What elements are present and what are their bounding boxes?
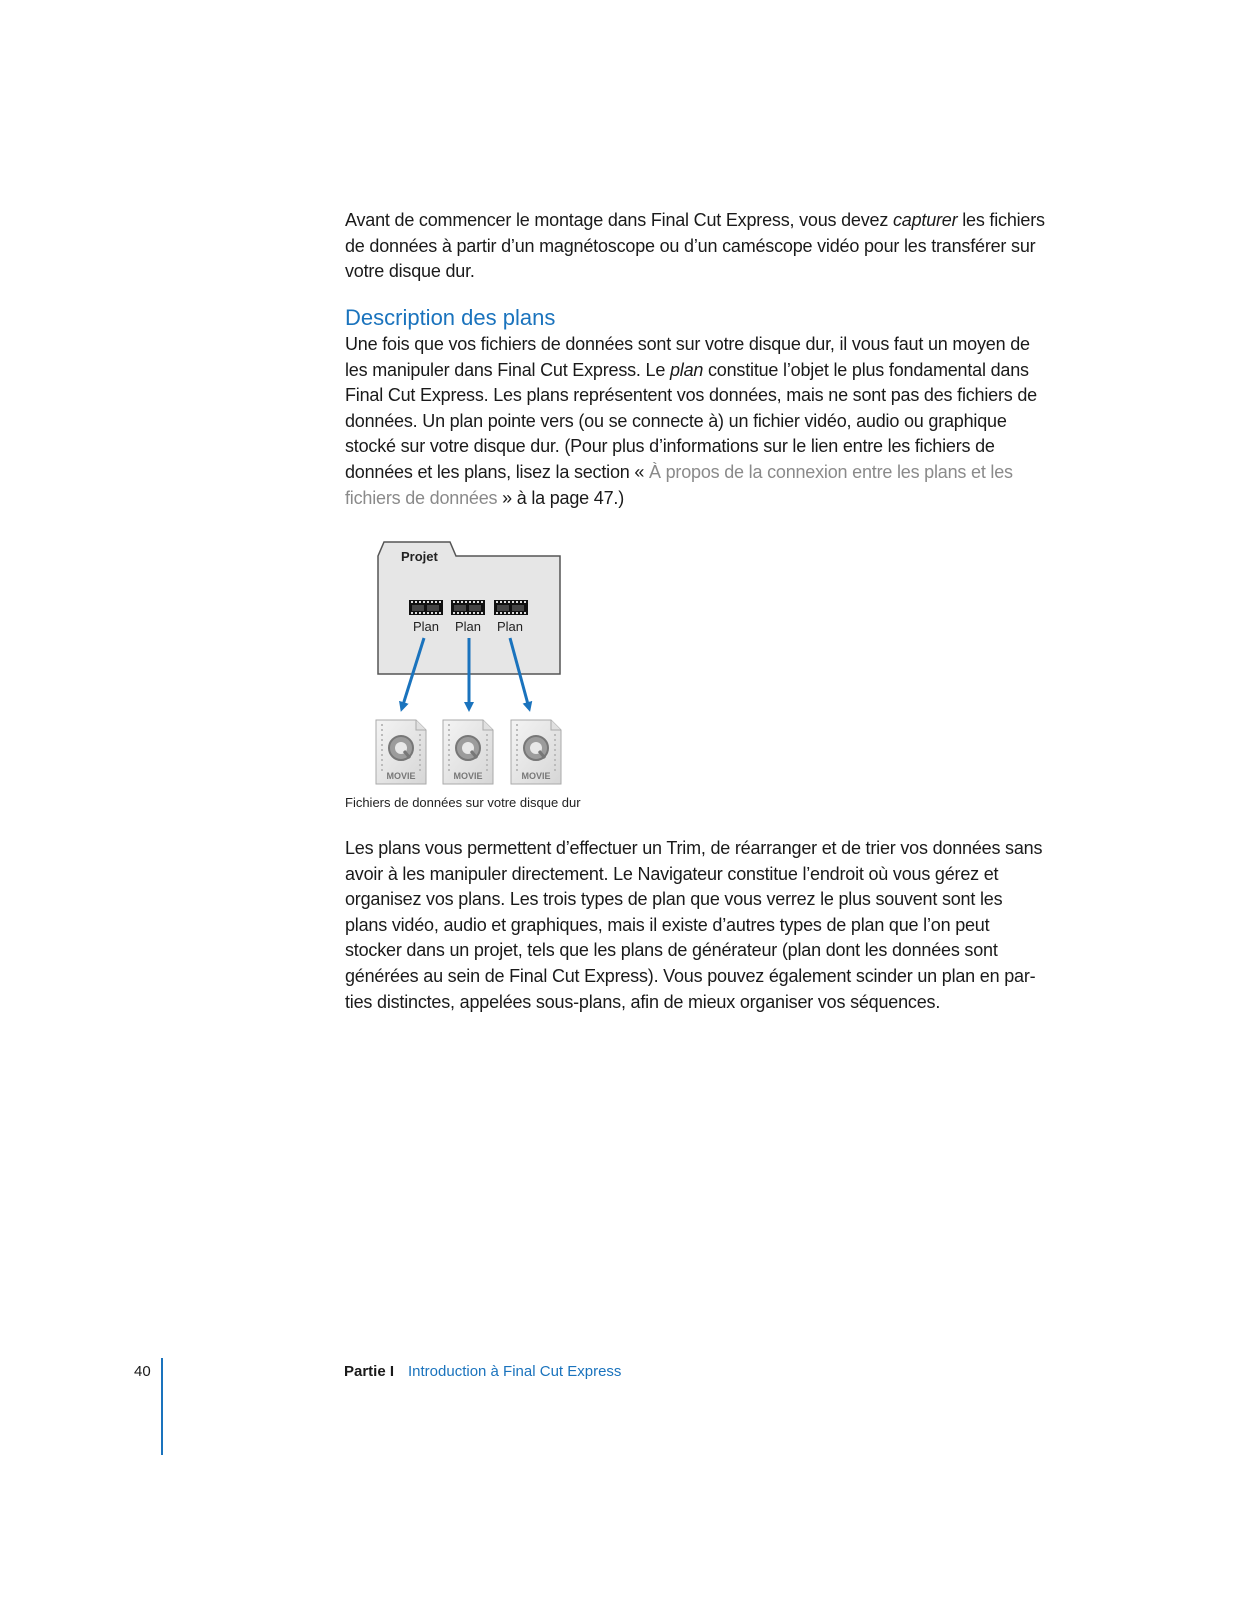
clip-icon (451, 600, 485, 615)
figure-caption: Fichiers de données sur votre disque dur (345, 795, 581, 810)
file-label: MOVIE (453, 771, 483, 781)
folder-label: Projet (401, 549, 438, 564)
section-heading: Description des plans (345, 305, 556, 330)
file-label: MOVIE (521, 771, 551, 781)
clip-label: Plan (454, 619, 482, 634)
file-label: MOVIE (386, 771, 416, 781)
movie-file-icon (511, 720, 561, 784)
project-clips-diagram (370, 538, 570, 798)
movie-file-icon (443, 720, 493, 784)
cross-reference-link[interactable]: À propos de la connexion entre les plans et les fichiers de données (345, 461, 1013, 508)
clip-label: Plan (496, 619, 524, 634)
movie-file-icon (376, 720, 426, 784)
footer-part-label: Partie I (344, 1363, 395, 1380)
intro-text-a: Avant de commencer le montage dans Final Cut Express, vous devez (345, 210, 893, 230)
intro-paragraph (345, 208, 1045, 285)
description-emphasis: plan (669, 359, 704, 380)
clip-label: Plan (412, 619, 440, 634)
page-number: 40 (134, 1363, 151, 1380)
description-paragraph (345, 332, 1045, 511)
clip-icon (409, 600, 443, 615)
description-text-a: Une fois que vos fichiers de données sont sur votre disque dur, il vous faut un moyen de les manipuler dans Final Cut Express. Le (345, 334, 1030, 380)
clip-icon (494, 600, 528, 615)
intro-text-b: les fichiers de données à partir d’un magnétoscope ou d’un caméscope vidéo pour les transférer sur votre disque dur. (345, 210, 1045, 282)
footer-chapter-title: Introduction à Final Cut Express (408, 1363, 622, 1380)
description-text-b: constitue l’objet le plus fondamental dans Final Cut Express. Les plans représentent vos données, mais ne sont pas des fichiers de données. Un plan pointe vers (ou se connecte à) un fichier vidéo, audio ou graphique stocké sur votre disque dur. (Pour plus d’informations sur le lien entre les fichiers de données et les plans, lisez la section « (345, 359, 1037, 482)
footer-rule (161, 1358, 163, 1455)
description-text-c: » à la page 47.) (497, 487, 625, 508)
intro-emphasis: capturer (892, 210, 958, 230)
clips-paragraph: Les plans vous permettent d’effectuer un Trim, de réarranger et de trier vos données sans avoir à les manipuler directement. Le Navigateur constitue l’endroit où vous gérez et organisez vos plans. Les trois types de plan que vous verrez le plus souvent sont les plans vidéo, audio et graphiques, mais il existe d’autres types de plan que l’on peut stocker dans un projet, tels que les plans de générateur (plan dont les données sont générées au sein de Final Cut Express). Vous pouvez également scinder un plan en par-ties distinctes, appelées sous-plans, afin de mieux organiser vos séquences. (345, 838, 1043, 1012)
